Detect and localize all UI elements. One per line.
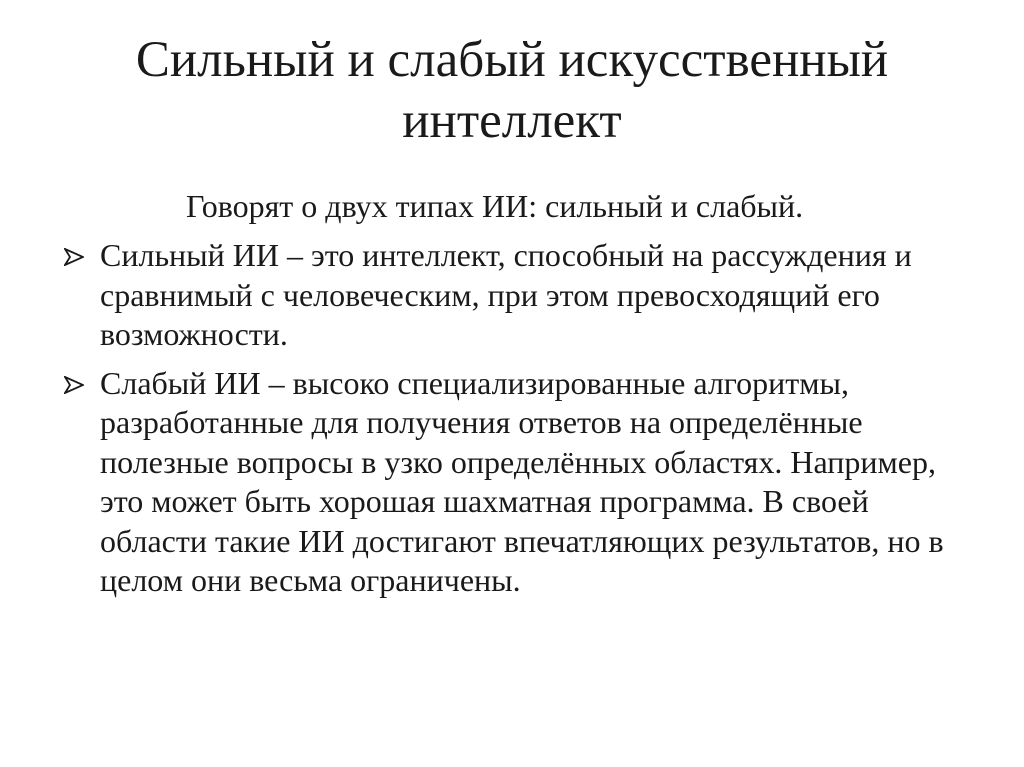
bullet-weak-ai: [60, 364, 980, 601]
bullet-text: Сильный ИИ – это интеллект, способный на рассуждения и сравнимый с человеческим, при этом превосходящий его возможности.: [100, 237, 912, 352]
bullet-text: Слабый ИИ – высоко специализированные алгоритмы, разработанные для получения ответов на определённые полезные вопросы в узко определённых областях. Например, это может быть хорошая шахматная программа. В своей области такие ИИ достигают впечатляющих результатов, но в целом они весьма ограничены.: [100, 364, 944, 598]
intro-text: Говорят о двух типах ИИ: сильный и слабый.: [186, 188, 804, 224]
bullet-list: [60, 236, 980, 610]
slide-title: Сильный и слабый искусственный интеллект: [135, 32, 889, 149]
arrowhead-bullet-icon: [64, 248, 84, 266]
arrowhead-bullet-icon: [64, 376, 84, 394]
bullet-strong-ai: [60, 236, 980, 355]
